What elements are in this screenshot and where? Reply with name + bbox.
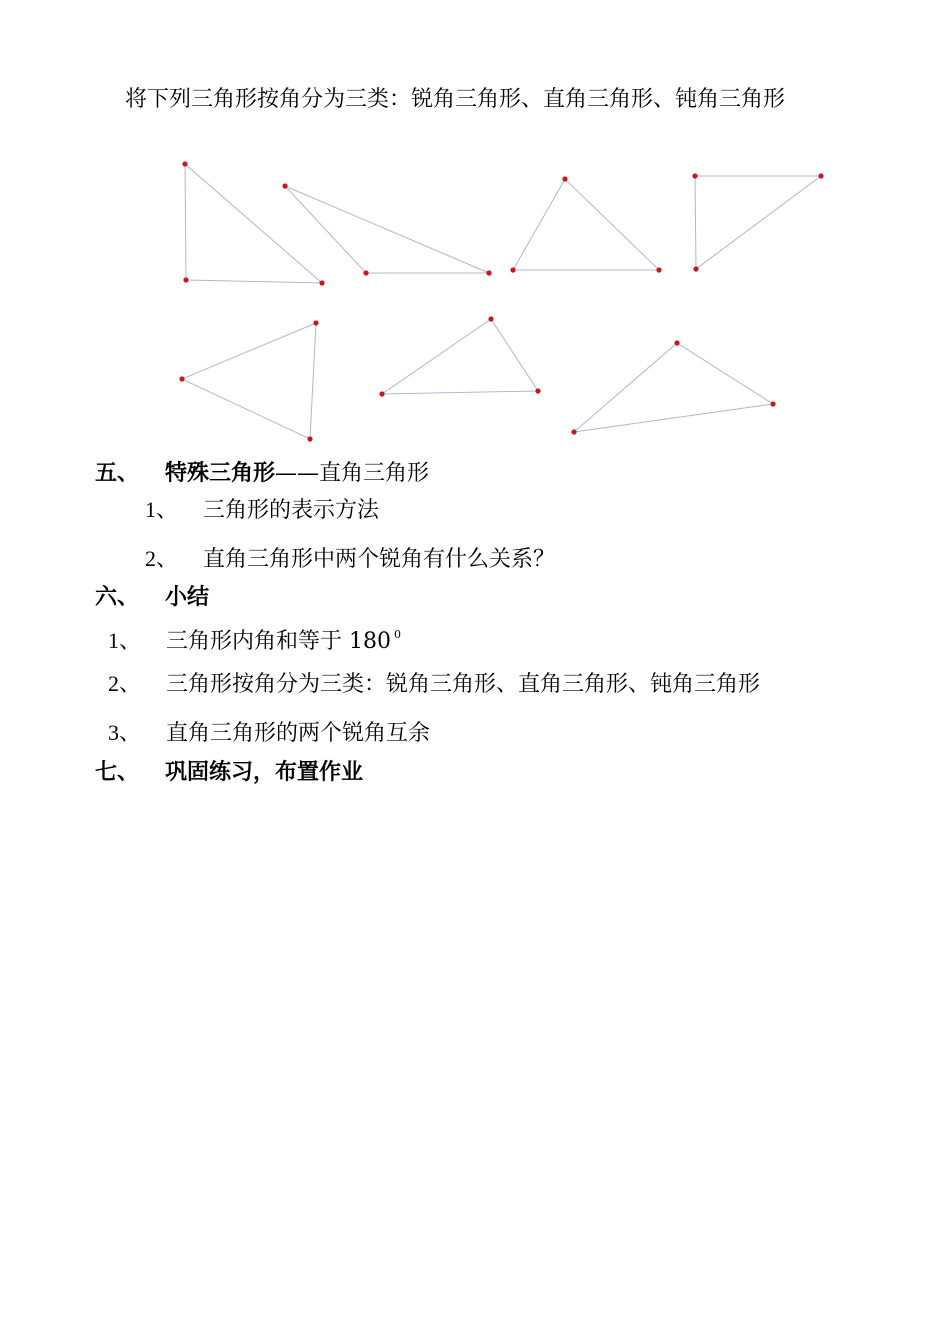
triangle-6: [379, 316, 540, 396]
section-7-heading: [95, 759, 363, 787]
section-6-title: 小结: [165, 585, 210, 610]
list-item-number: 1、: [108, 628, 142, 653]
triangle-outline: [382, 319, 538, 394]
triangle-2: [282, 183, 491, 275]
list-item-number: 2、: [145, 546, 179, 571]
list-item-text: 三角形的表示方法: [203, 498, 380, 523]
vertex-point: [674, 340, 679, 345]
triangle-7: [571, 340, 775, 434]
triangle-1: [182, 161, 324, 285]
section-6-item-3: [108, 719, 430, 748]
vertex-point: [307, 436, 312, 441]
triangle-outline: [285, 186, 489, 273]
vertex-point: [282, 183, 287, 188]
vertex-point: [313, 320, 318, 325]
section-6-number: 六、: [95, 585, 140, 610]
vertex-point: [183, 277, 188, 282]
triangle-5: [179, 320, 318, 441]
vertex-point: [571, 429, 576, 434]
section-6-heading: [95, 584, 209, 612]
section-6-item-2: [108, 670, 760, 699]
triangle-outline: [182, 323, 316, 439]
triangle-outline: [574, 343, 773, 432]
section-5-title: 特殊三角形: [165, 461, 276, 486]
vertex-point: [535, 388, 540, 393]
vertex-point: [770, 401, 775, 406]
vertex-point: [488, 316, 493, 321]
list-item-text: 三角形按角分为三类：锐角三角形、直角三角形、钝角三角形: [166, 672, 761, 697]
degree-superscript: 0: [394, 628, 401, 641]
list-item-number: 1、: [145, 497, 179, 522]
triangles-figure: [0, 0, 950, 460]
list-item-text: 直角三角形中两个锐角有什么关系？: [203, 547, 556, 572]
vertex-point: [179, 376, 184, 381]
triangle-outline: [185, 164, 322, 283]
vertex-point: [319, 280, 324, 285]
vertex-point: [562, 176, 567, 181]
vertex-point: [692, 173, 697, 178]
list-item-text: 三角形内角和等于 180: [166, 629, 391, 654]
vertex-point: [379, 391, 384, 396]
list-item-number: 3、: [108, 720, 142, 745]
section-6-item-1: [108, 621, 401, 656]
section-7-number: 七、: [95, 760, 140, 785]
vertex-point: [510, 267, 515, 272]
section-5-item-1: [145, 496, 379, 525]
triangle-4: [692, 173, 823, 271]
list-item-number: 2、: [108, 671, 142, 696]
list-item-text: 直角三角形的两个锐角互余: [166, 721, 431, 746]
vertex-point: [363, 270, 368, 275]
triangle-outline: [695, 176, 821, 269]
vertex-point: [693, 266, 698, 271]
vertex-point: [486, 270, 491, 275]
section-7-title: 巩固练习，布置作业: [165, 760, 364, 785]
section-5-heading: [95, 460, 429, 488]
section-5-subtitle: ——直角三角形: [275, 461, 430, 486]
vertex-point: [656, 267, 661, 272]
triangle-outline: [513, 179, 659, 270]
section-5-number: 五、: [95, 461, 140, 486]
instruction-text: 将下列三角形按角分为三类：锐角三角形、直角三角形、钝角三角形: [125, 87, 786, 112]
vertex-point: [182, 161, 187, 166]
triangle-3: [510, 176, 661, 272]
vertex-point: [818, 173, 823, 178]
section-5-item-2: [145, 545, 555, 574]
